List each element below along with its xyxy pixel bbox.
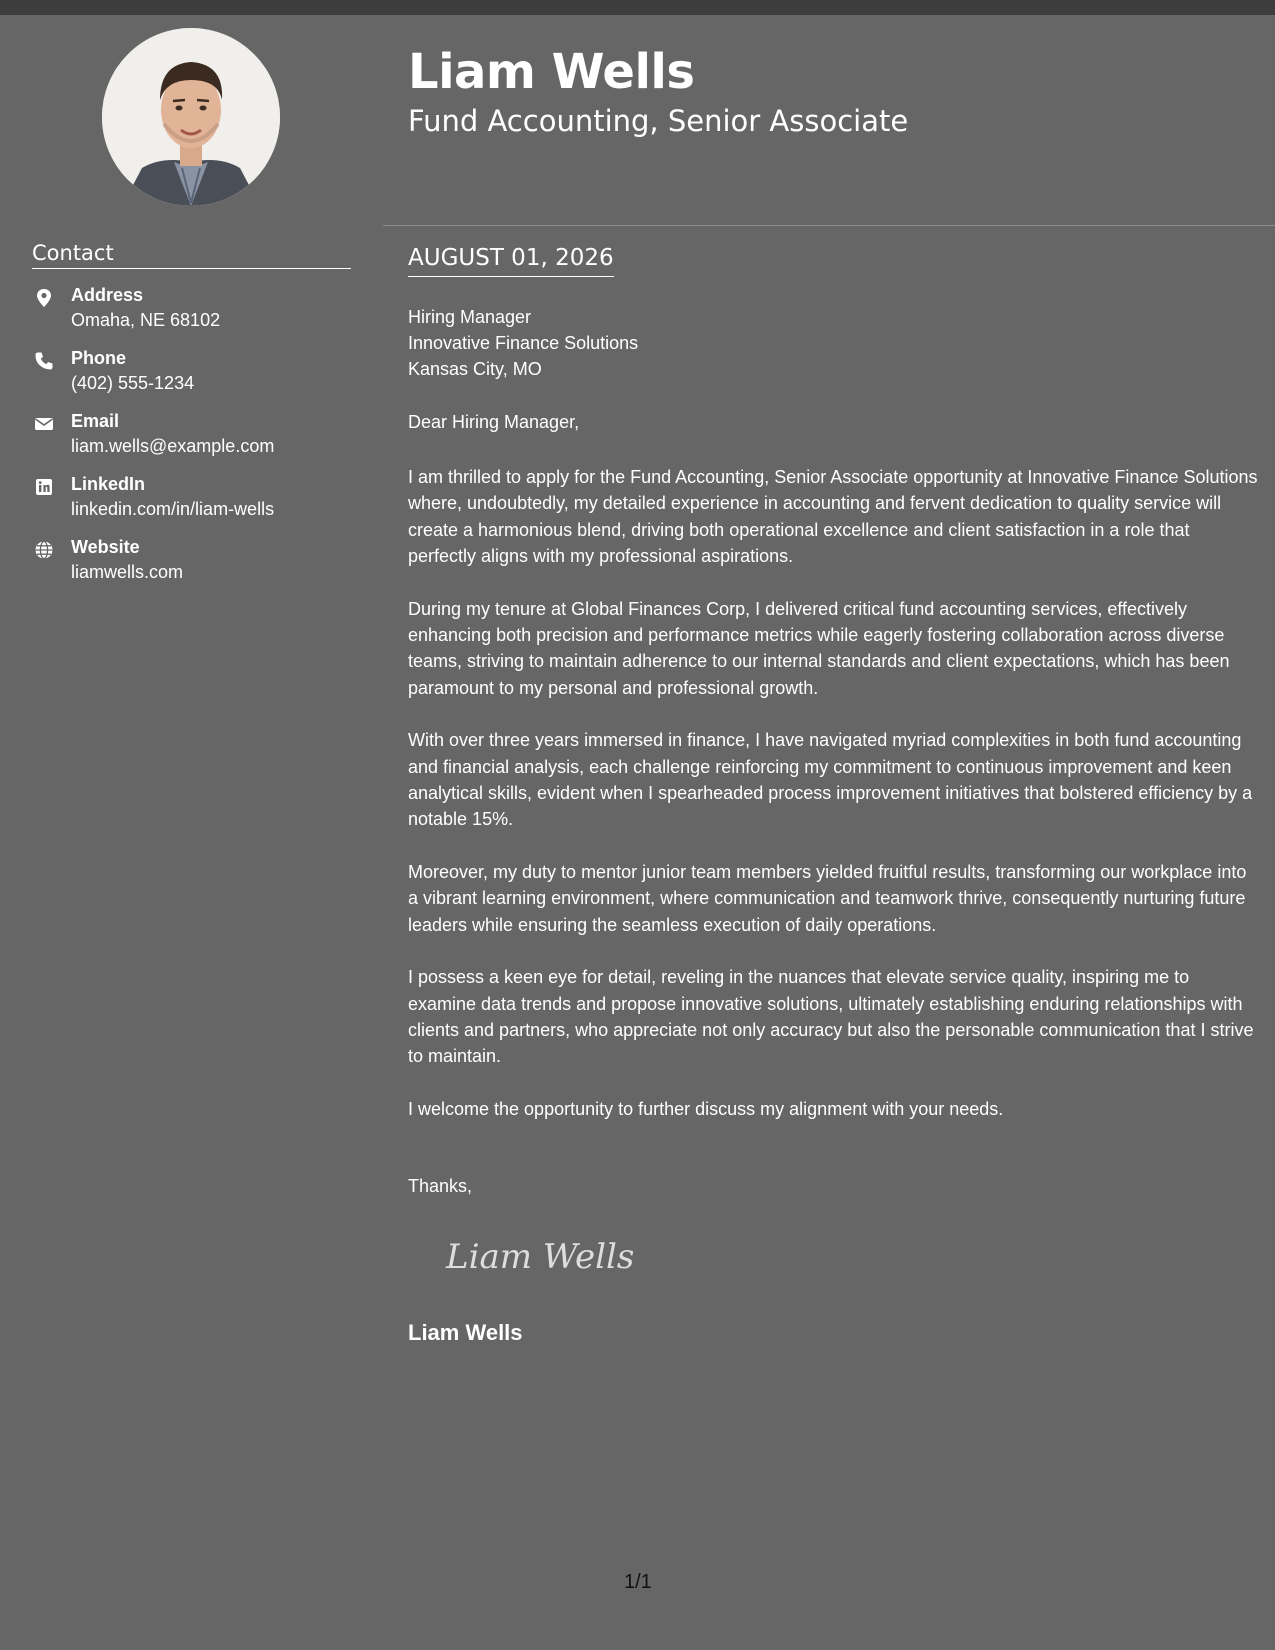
body-paragraph: I possess a keen eye for detail, reveling in the nuances that elevate service quality, inspiring me to examine data trends and propose innovative solutions, ultimately establishing enduring relationships with clients and partners, who appreciate not only accuracy but also the personable communication that I strive to maintain. [408, 967, 1254, 1067]
recipient-location: Kansas City, MO [408, 359, 542, 379]
applicant-name: Liam Wells [408, 44, 695, 100]
closing: Thanks, [408, 1176, 473, 1196]
contact-label: Email [71, 411, 120, 431]
linkedin-icon [34, 477, 54, 497]
letter-date: AUGUST 01, 2026 [408, 245, 614, 277]
contact-website [32, 537, 362, 600]
applicant-title: Fund Accounting, Senior Associate [408, 104, 909, 138]
top-bar [0, 0, 1275, 15]
page-number: 1/1 [624, 1571, 652, 1593]
contact-heading: Contact [32, 241, 351, 269]
contact-list [32, 285, 362, 600]
body-paragraph: During my tenure at Global Finances Corp, I delivered critical fund accounting services, effectively enhancing both precision and performance metrics while eagerly fostering collaboration across diverse teams, striving to maintain adherence to our internal standards and client expectations, which has been paramount to my personal and professional growth. [408, 598, 1230, 698]
contact-email [32, 411, 362, 474]
recipient-company: Innovative Finance Solutions [408, 333, 639, 353]
contact-label: LinkedIn [71, 474, 146, 494]
contact-phone [32, 348, 362, 411]
body-paragraph: I am thrilled to apply for the Fund Accounting, Senior Associate opportunity at Innovative Finance Solutions where, undoubtedly, my detailed experience in accounting and fervent dedication to quality service will create a harmonious blend, driving both operational excellence and client satisfaction in a role that perfectly aligns with my professional aspirations. [408, 467, 1258, 567]
contact-label: Website [71, 537, 140, 557]
signer-name: Liam Wells [408, 1320, 523, 1345]
header-divider [383, 225, 1275, 226]
envelope-icon [34, 414, 54, 434]
contact-linkedin [32, 474, 362, 537]
contact-value: liam.wells@example.com [71, 436, 275, 456]
contact-value: linkedin.com/in/liam-wells [71, 499, 275, 519]
sidebar [0, 15, 383, 1650]
recipient-block [408, 304, 638, 382]
contact-address [32, 285, 362, 348]
phone-icon [34, 351, 54, 371]
recipient-name: Hiring Manager [408, 307, 532, 327]
globe-icon [34, 540, 54, 560]
contact-label: Phone [71, 348, 127, 368]
handwritten-signature [440, 1232, 640, 1287]
contact-value: Omaha, NE 68102 [71, 310, 221, 330]
contact-value: (402) 555-1234 [71, 373, 195, 393]
contact-label: Address [71, 285, 144, 305]
profile-photo [102, 28, 280, 206]
salutation: Dear Hiring Manager, [408, 412, 580, 432]
signature-text: Liam Wells [446, 1237, 635, 1277]
body-paragraph: Moreover, my duty to mentor junior team members yielded fruitful results, transforming our workplace into a vibrant learning environment, where communication and teamwork thrive, consequently nurturing future leaders while ensuring the seamless execution of daily operations. [408, 861, 1247, 935]
contact-value: liamwells.com [71, 562, 184, 582]
map-pin-icon [34, 288, 54, 308]
body-paragraph: I welcome the opportunity to further discuss my alignment with your needs. [408, 1098, 1004, 1119]
svg-text:Liam Wells [445, 1237, 634, 1277]
body-paragraph: With over three years immersed in finance, I have navigated myriad complexities in both fund accounting and financial analysis, each challenge reinforcing my commitment to continuous improvement and keen analytical skills, evident when I spearheaded process improvement initiatives that bolstered efficiency by a notable 15%. [408, 730, 1253, 830]
letter-body [408, 464, 1258, 1148]
